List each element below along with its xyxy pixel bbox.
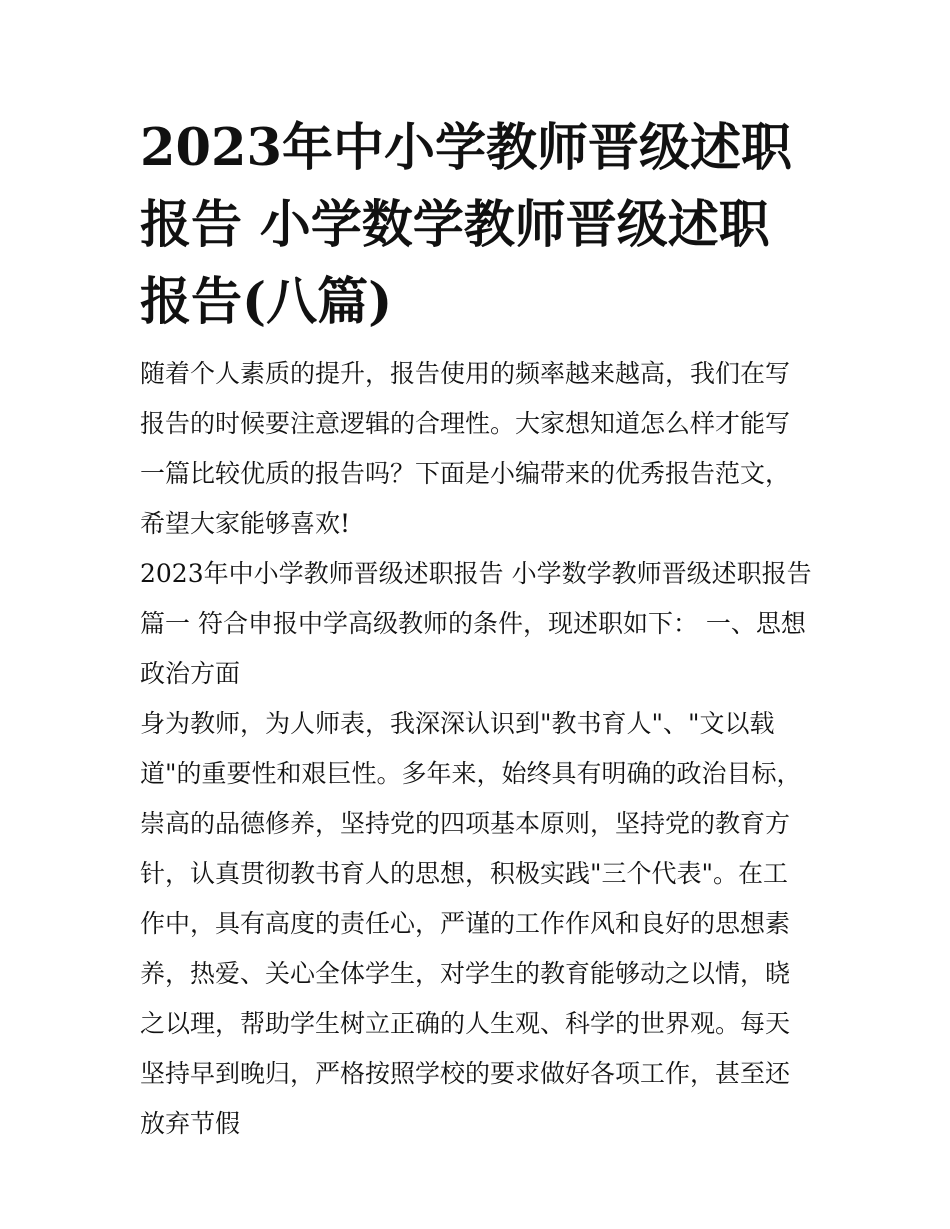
document-body — [140, 110, 812, 1149]
document-title: 2023年中小学教师晋级述职报告 小学数学教师晋级述职报告(八篇) — [140, 118, 792, 332]
intro-paragraph: 随着个人素质的提升，报告使用的频率越来越高，我们在写报告的时候要注意逻辑的合理性。大家想知道怎么样才能写一篇比较优质的报告吗？下面是小编带来的优秀报告范文，希望大家能够喜欢! — [140, 359, 791, 538]
body-paragraph: 身为教师，为人师表，我深深认识到"教书育人"、"文以载道"的重要性和艰巨性。多年来，始终具有明确的政治目标，崇高的品德修养，坚持党的四项基本原则，坚持党的教育方针，认真贯彻教书育人的思想，积极实践"三个代表"。在工作中，具有高度的责任心，严谨的工作作风和良好的思想素养，热爱、关心全体学生，对学生的教育能够动之以情，晓之以理，帮助学生树立正确的人生观、科学的世界观。每天坚持早到晚归，严格按照学校的要求做好各项工作，甚至还放弃节假 — [140, 709, 802, 1138]
section-heading-paragraph: 2023年中小学教师晋级述职报告 小学数学教师晋级述职报告篇一 符合申报中学高级教师的条件，现述职如下： 一、思想政治方面 — [140, 559, 812, 688]
